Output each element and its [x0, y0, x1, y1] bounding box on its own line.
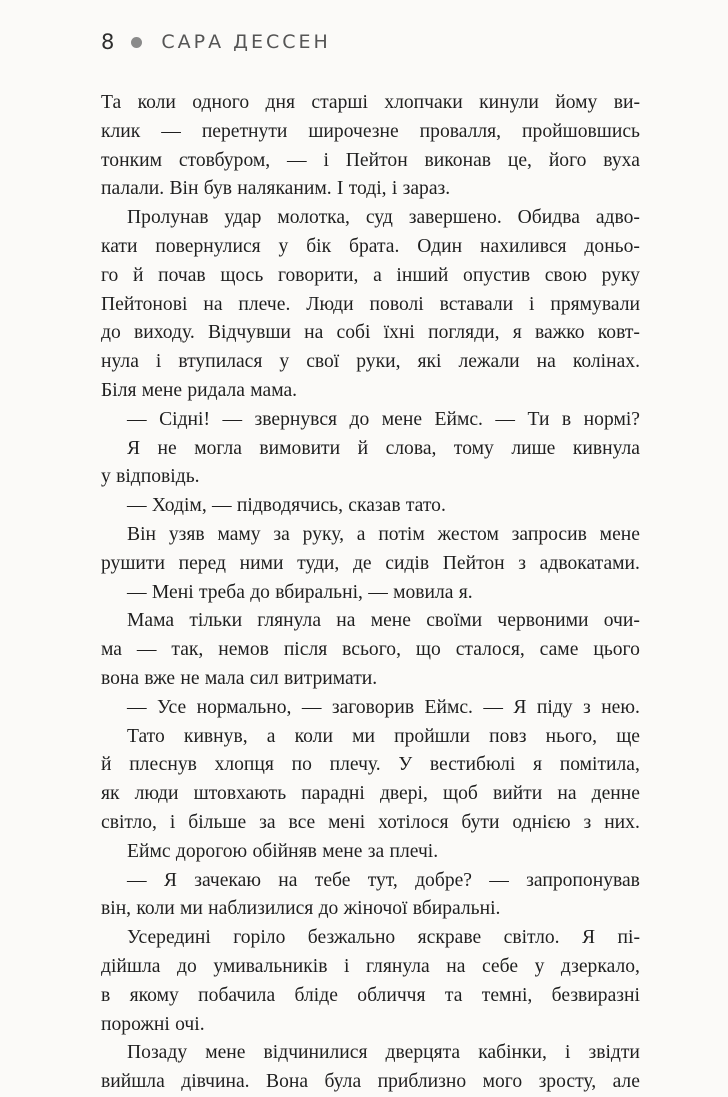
- text-line: як люди штовхають парадні двері, щоб вийти на денне: [101, 783, 640, 805]
- text-line: — Мені треба до вбиральні, — мовила я.: [127, 581, 473, 603]
- text-line: тонким стовбуром, — і Пейтон виконав це, його вуха: [101, 149, 640, 171]
- text-line: порожні очі.: [101, 1013, 205, 1035]
- text-line: у відповідь.: [101, 466, 200, 488]
- body-text: [101, 89, 640, 1097]
- text-line: палали. Він був наляканим. І тоді, і зараз.: [101, 178, 451, 200]
- text-line: Пролунав удар молотка, суд завершено. Обидва адво-: [127, 207, 640, 229]
- text-line: клик — перетнути широчезне провалля, пройшовшись: [101, 120, 640, 142]
- text-line: вона вже не мала сил витримати.: [101, 667, 378, 689]
- text-line: й плеснув хлопця по плечу. У вестибюлі я помітила,: [101, 754, 640, 776]
- text-line: — Сідні! — звернувся до мене Еймс. — Ти в нормі?: [127, 408, 640, 430]
- text-line: дійшла до умивальників і глянула на себе у дзеркало,: [101, 955, 640, 977]
- text-line: в якому побачила бліде обличчя та темні, безвиразні: [101, 984, 640, 1006]
- text-line: Він узяв маму за руку, а потім жестом запросив мене: [127, 523, 640, 545]
- text-line: Біля мене ридала мама.: [101, 379, 298, 401]
- text-line: — Усе нормально, — заговорив Еймс. — Я піду з нею.: [127, 696, 640, 718]
- text-line: до виходу. Відчувши на собі їхні погляди, я важко ковт-: [101, 322, 640, 344]
- text-line: кати повернулися у бік брата. Один нахилився доньо-: [101, 235, 640, 257]
- text-line: Мама тільки глянула на мене своїми червоними очи-: [127, 610, 640, 632]
- text-line: го й почав щось говорити, а інший опустив свою руку: [101, 264, 640, 286]
- text-line: — Ходім, — підводячись, сказав тато.: [127, 495, 446, 517]
- running-head: [101, 28, 331, 56]
- text-line: вийшла дівчина. Вона була приблизно мого зросту, але: [101, 1071, 640, 1093]
- page-number: 8: [101, 30, 115, 54]
- text-line: Еймс дорогою обійняв мене за плечі.: [127, 840, 439, 862]
- text-line: Пейтонові на плече. Люди поволі вставали і прямували: [101, 293, 640, 315]
- text-line: ма — так, немов після всього, що сталося, саме цього: [101, 639, 640, 661]
- text-line: Та коли одного дня старші хлопчаки кинули йому ви-: [101, 92, 640, 113]
- text-line: Тато кивнув, а коли ми пройшли повз нього, ще: [127, 725, 640, 747]
- text-line: Я не могла вимовити й слова, тому лише кивнула: [127, 437, 640, 459]
- text-line: Усередині горіло безжально яскраве світло. Я пі-: [127, 927, 640, 949]
- text-line: світло, і більше за все мені хотілося бути однією з них.: [101, 811, 640, 833]
- text-line: Позаду мене відчинилися дверцята кабінки, і звідти: [127, 1042, 640, 1064]
- text-line: нула і втупилася у свої руки, які лежали на колінах.: [101, 351, 640, 373]
- bullet-icon: [131, 37, 142, 48]
- author-name: САРА ДЕССЕН: [161, 31, 331, 53]
- text-line: він, коли ми наблизилися до жіночої вбиральні.: [101, 898, 501, 920]
- text-line: — Я зачекаю на тебе тут, добре? — запропонував: [127, 869, 640, 891]
- text-line: рушити перед ними туди, де сидів Пейтон з адвокатами.: [101, 552, 640, 574]
